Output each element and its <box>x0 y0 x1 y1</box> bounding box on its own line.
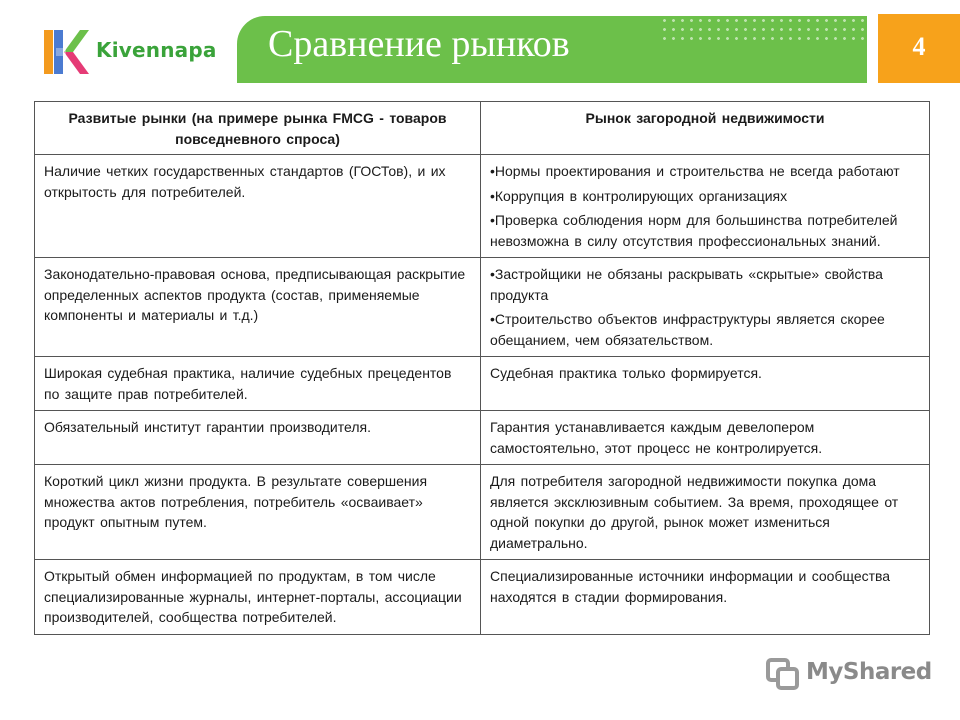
table-row <box>35 411 930 465</box>
table-row <box>35 560 930 635</box>
header-country-real-estate: Рынок загородной недвижимости <box>481 102 930 155</box>
table-header-row <box>35 102 930 155</box>
bullet-item: • Нормы проектирования и строительства не всегда работают <box>490 161 920 182</box>
bullet-item: • Строительство объектов инфраструктуры является скорее обещанием, чем обязательством. <box>490 309 920 350</box>
cell-left: Обязательный институт гарантии производителя. <box>35 411 481 465</box>
bullet-item: • Проверка соблюдения норм для большинства потребителей невозможна в силу отсутствия профессиональных знаний. <box>490 210 920 251</box>
watermark-text: MyShared <box>806 659 932 685</box>
myshared-watermark <box>766 657 936 693</box>
cell-right <box>481 258 930 357</box>
cell-left: Широкая судебная практика, наличие судебных прецедентов по защите прав потребителей. <box>35 357 481 411</box>
bullet-item: • Застройщики не обязаны раскрывать «скрытые» свойства продукта <box>490 264 920 305</box>
bullet-item: • Коррупция в контролирующих организациях <box>490 186 920 207</box>
table-row <box>35 258 930 357</box>
kivennapa-logo <box>42 28 242 78</box>
table-row <box>35 357 930 411</box>
table-row <box>35 465 930 560</box>
cell-right: Для потребителя загородной недвижимости покупка дома является эксклюзивным событием. За время, проходящее от одной покупки до другой, рынок может измениться диаметрально. <box>481 465 930 560</box>
cell-left: Наличие четких государственных стандартов (ГОСТов), и их открытость для потребителей. <box>35 155 481 258</box>
table-row <box>35 155 930 258</box>
cell-right: Судебная практика только формируется. <box>481 357 930 411</box>
cell-left: Открытый обмен информацией по продуктам, в том числе специализированные журналы, интернет-порталы, ассоциации производителей, сообщества потребителей. <box>35 560 481 635</box>
cell-left: Законодательно-правовая основа, предписывающая раскрытие определенных аспектов продукта (состав, применяемые компоненты и материалы и т.д.) <box>35 258 481 357</box>
page-number-box <box>878 14 960 83</box>
header-developed-markets: Развитые рынки (на примере рынка FMCG - товаров повседневного спроса) <box>35 102 481 155</box>
comparison-table <box>34 101 930 635</box>
title-bar-dot-pattern <box>660 16 865 46</box>
page-number: 4 <box>912 32 926 61</box>
myshared-logo-icon <box>766 657 800 691</box>
cell-left: Короткий цикл жизни продукта. В результате совершения множества актов потребления, потребитель «осваивает» продукт опытным путем. <box>35 465 481 560</box>
cell-right: Гарантия устанавливается каждым девелопером самостоятельно, этот процесс не контролируется. <box>481 411 930 465</box>
slide-title: Сравнение рынков <box>268 23 570 65</box>
cell-right <box>481 155 930 258</box>
cell-right: Специализированные источники информации и сообщества находятся в стадии формирования. <box>481 560 930 635</box>
kivennapa-logo-icon <box>42 28 90 76</box>
logo-text: Kivennapa <box>96 38 217 62</box>
